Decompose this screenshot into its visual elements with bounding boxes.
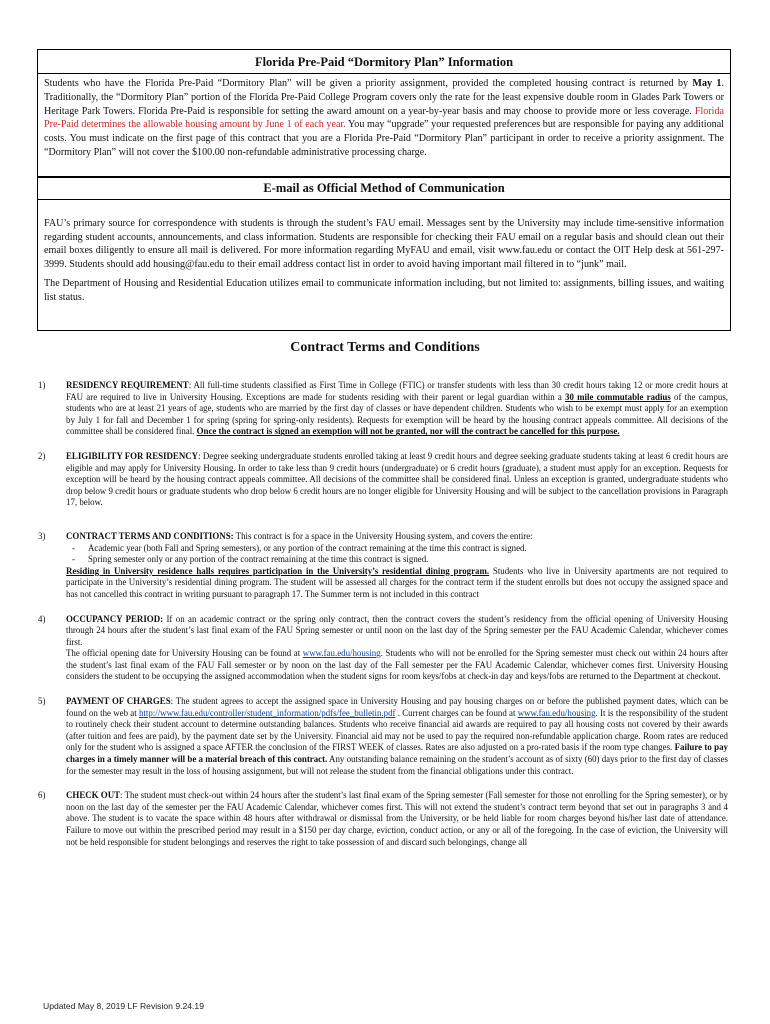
bullet-academic-year: - Academic year (both Fall and Spring semesters), or any portion of the contract remaining at the time this contract is signed.: [72, 542, 527, 553]
prepaid-deadline-notice: Florida Pre-Paid determines the allowable housing amount by June 1 of each year.: [44, 105, 724, 131]
housing-charges-link[interactable]: www.fau.edu/housing: [517, 707, 596, 718]
email-paragraph-2: The Department of Housing and Residential Education utilizes email to communicate information including, but not limited to: assignments, billing issues, and waiting list status.: [44, 278, 724, 303]
email-box: [37, 177, 731, 331]
term-contract-terms: 3) CONTRACT TERMS AND CONDITIONS: This contract is for a space in the University Housing system, and covers the entire: - Academic year (both Fall and Spring semesters), or any portion of the contract remaining at the time this contract is signed. - Spring semester only or any portion of the contract remaining at the time this contract is signed. Residing in University residence halls requires participation in the University’s residential dining program. Students who live in University apartments are not required to participate in the University’s residential dining program. The student will be assessed all charges for the contract term if the student enrolls but does not occupy the assigned space and has not cancelled this contract in writing pursuant to paragraph 17. The Summer term is not included in this contract: [38, 530, 728, 599]
term-check-out: 6) CHECK OUT: The student must check-out within 24 hours after the student’s last final exam of the Spring semester (Fall semester for those not enrolling for the Spring semester), or by noon on the last day of the semester per the FAU Academic Calendar, whichever comes first. This will not extend the student’s contract term beyond that set out in paragraphs 3 and 4 above. The student is to vacate the space within 48 hours after withdrawal or dismissal from the University, or be held liable for room charges beyond his/her last date of attendance. Failure to move out within the prescribed period may result in a $150 per day charge, eviction, conduct action, or any or all of the foregoing. In the case of eviction, the University will not be held responsible for student belongings and reserves the right to take possession of and discard such belongings, change all: [38, 790, 728, 847]
contract-terms-title: Contract Terms and Conditions: [290, 340, 480, 355]
term-number: 2): [38, 450, 46, 461]
term-number: 6): [38, 790, 46, 801]
dormitory-plan-title: Florida Pre-Paid “Dormitory Plan” Information: [38, 50, 730, 74]
dormitory-plan-box: [37, 49, 731, 177]
term-number: 3): [38, 530, 46, 541]
email-paragraph-1: FAU’s primary source for correspondence with students is through the student’s FAU email. Messages sent by the University may include time-sensitive information regarding student accounts, announcements, and class information. Students are responsible for checking their FAU email on a regular basis and should clean out their email boxes diligently to ensure all mail is delivered. For more information regarding MyFAU and email, visit www.fau.edu or contact the OIT Help desk at 561-297-3999. Students should add housing@fau.edu to their email address contact list in order to avoid having important mail filtered in to “junk” mail.: [44, 218, 724, 270]
term-number: 5): [38, 696, 46, 707]
housing-link[interactable]: www.fau.edu/housing: [302, 648, 381, 659]
term-number: 4): [38, 613, 46, 624]
fee-bulletin-link[interactable]: http://www.fau.edu/controller/student_information/pdfs/fee_bulletin.pdf: [138, 707, 396, 718]
bullet-spring-only: - Spring semester only or any portion of the contract remaining at the time this contract is signed.: [72, 554, 429, 565]
term-residency-requirement: 1) RESIDENCY REQUIREMENT: All full-time students classified as First Time in College (FTIC) or transfer students with less than 30 credit hours taking 12 or more credit hours at FAU are required to live in University Housing. Exceptions are made for students residing with their parent or legal guardian within a 30 mile commutable radius of the campus, students who are at least 21 years of age, students who are married by the first day of classes or have dependent children. Students who wish to be exempt must apply for an exemption by July 1 for fall and December 1 for spring (spring for spring-only residents). Requests for exemption will be heard by the housing contract appeals committee. All decisions of the committee shall be considered final. Once the contract is signed an exemption will not be granted, nor will the contract be cancelled for this purpose.: [38, 380, 729, 437]
email-title: E-mail as Official Method of Communication: [38, 178, 730, 200]
term-number: 1): [38, 380, 46, 390]
dormitory-plan-text: Students who have the Florida Pre-Paid “Dormitory Plan” will be given a priority assignment, provided the completed housing contract is returned by May 1. Traditionally, the “Dormitory Plan” portion of the Florida Pre-Paid College Program covers only the rate for the least expensive double room in Glades Park Towers or Heritage Park Towers. Florida Pre-Paid is responsible for setting the award amount on a year-by-year basis and may choose to provide more or less coverage. Florida Pre-Paid determines the allowable housing amount by June 1 of each year. You may “upgrade” your requested preferences but are responsible for paying any additional costs. You must indicate on the first page of this contract that you are a Florida Pre-Paid “Dormitory Plan” participant in order to receive a priority assignment. The “Dormitory Plan” will not cover the $100.00 non-refundable administrative processing charge.: [44, 78, 724, 158]
term-eligibility: 2) ELIGIBILITY FOR RESIDENCY: Degree seeking undergraduate students enrolled taking at least 9 credit hours and degree seeking graduate students taking at least 6 credit hours are eligible and may apply for University Housing. In order to take less than 9 credit hours (undergraduate) or 6 credit hours (graduate), a student must apply for an exception. Requests for exception will be heard by the housing contract appeals committee. All decisions of the committee shall be considered final. Unless an exception is granted, undergraduate students who drop below 9 credit hours or graduate students who drop below 6 credit hours are no longer eligible for University Housing and will be subject to the cancellation provisions in Paragraph 17, below.: [38, 450, 729, 508]
revision-footer: Updated May 8, 2019 LF Revision 9.24.19: [43, 1001, 204, 1011]
term-payment-of-charges: 5) PAYMENT OF CHARGES: The student agrees to accept the assigned space in University Housing and pay housing charges on or before the published payment dates, which can be found on the web at http://www.fau.edu/controller/student_information/pdfs/fee_bulletin.pdf . Current charges can be found at www.fau.edu/housing. It is the responsibility of the student to routinely check their student account to determine outstanding balances. Students who receive financial aid awards are required to pay all housing costs not covered by their awards (after tuition and fees are paid), by the payment date set by the University. Financial aid may not be used to pay the required non-refundable application charge. Room rates are reduced only for the student who is assigned a space AFTER the conclusion of the FIRST WEEK of classes. Rates are also adjusted on a pro-rated basis if the room type changes. Failure to pay charges in a timely manner will be a material breach of this contract. Any outstanding balance remaining on the student’s account as of sixty (60) days prior to the first day of classes for the semester may result in the loss of housing assignment, but will not release the student from the financial obligations under this contract.: [38, 696, 729, 776]
term-occupancy-period: 4) OCCUPANCY PERIOD: If on an academic contract or the spring only contract, then the contract covers the student’s residency from the official opening of University Housing through 24 hours after the student’s last final exam of the FAU Spring semester or until noon on the last day of the Spring semester per the FAU Academic Calendar, whichever comes first. The official opening date for University Housing can be found at www.fau.edu/housing. Students who will not be enrolled for the Spring semester must check out within 24 hours after the student’s last final exam of the FAU Fall semester or by noon on the last day of the Fall semester per the FAU Academic Calendar, whichever comes first. University Housing considers the student to be occupying the assigned accommodation when the student signs for room keys/fobs at check-in day and keys/fobs are returned to the Department at checkout.: [38, 613, 728, 682]
contract-terms-list: [38, 380, 728, 861]
email-text: [38, 200, 730, 305]
